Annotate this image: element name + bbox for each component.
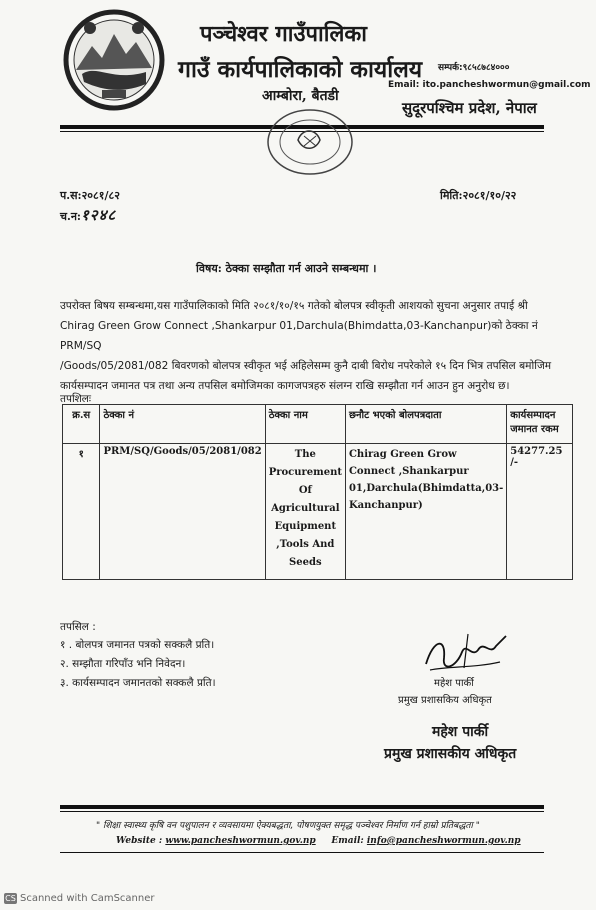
col-header-amount: कार्यसम्पादन जमानत रकम <box>507 405 573 444</box>
footer-email-label: Email: <box>331 836 364 846</box>
bidder-line: Connect ,Shankarpur <box>348 466 469 477</box>
office-address: आम्बोरा, बैतडी <box>262 88 339 104</box>
dispatch-value: १२४८ <box>80 206 117 224</box>
cell-contract-name <box>265 444 345 580</box>
enclosure-item: १ . बोलपत्र जमानत पत्रको सक्कलै प्रति। <box>60 639 215 651</box>
col-header-contract-no: ठेक्का नं <box>100 405 265 444</box>
scanner-watermark <box>4 893 155 904</box>
bidder-line: Chirag Green Grow <box>348 449 457 460</box>
bidder-line: Kanchanpur) <box>348 500 423 511</box>
signatory-name-stamp: महेश पार्की <box>434 678 474 689</box>
footer-contact <box>116 836 521 846</box>
reference-number: प.स:२०८१/८२ <box>60 189 120 202</box>
table-row <box>63 444 573 580</box>
office-seal-stamp <box>264 106 356 178</box>
footer-rule-thin <box>60 811 544 812</box>
bidder-line: 01,Darchula(Bhimdatta,03- <box>348 483 504 494</box>
contact-phone: सम्पर्क:९८५८७८४००० <box>438 63 510 73</box>
body-line: Chirag Green Grow Connect ,Shankarpur 01,Darchula(Bhimdatta,03-Kanchanpur)को ठेक्का नं PRM/SQ <box>60 320 538 352</box>
nepal-emblem-logo <box>62 8 166 112</box>
contract-name-line: Equipment <box>274 521 337 532</box>
contract-name-line: Procurement <box>268 467 342 478</box>
office-title: गाउँ कार्यपालिकाको कार्यालय <box>178 56 423 83</box>
cell-bidder <box>345 444 506 580</box>
contract-name-line: Seeds <box>289 557 322 568</box>
col-header-contract-name: ठेक्का नाम <box>265 405 345 444</box>
enclosure-item: ३. कार्यसम्पादन जमानतको सक्कलै प्रति। <box>60 677 216 689</box>
contract-table <box>62 404 573 580</box>
body-line: उपरोक्त बिषय सम्बन्धमा,यस गाउँपालिकाको मिति २०८१/१०/१५ गतेको बोलपत्र स्वीकृती आशयको सुचना अनुसार तपाई श्री <box>60 300 528 312</box>
cell-contract-no: PRM/SQ/Goods/05/2081/082 <box>100 444 265 580</box>
col-header-bidder: छनौट भएको बोलपत्रदाता <box>345 405 506 444</box>
dispatch-number <box>60 205 116 225</box>
contract-name-line: The <box>294 449 316 460</box>
footer-email-link[interactable]: info@pancheshwormun.gov.np <box>366 836 521 846</box>
letter-subject: विषय: ठेक्का सम्झौता गर्न आउने सम्बन्धमा । <box>196 262 377 275</box>
footer-rule-thick <box>60 805 544 809</box>
col-header-sn: क्र.स <box>63 405 100 444</box>
signatory-name: महेश पार्की <box>432 724 489 740</box>
footer-motto: " शिक्षा स्वास्थ्य कृषि वन पशुपालन र व्यवसायमा ऐक्यबद्धता, पोषणयुक्त समृद्ध पञ्चेश्वर निर्माण गर्न हाम्रो प्रतिबद्धता " <box>96 821 480 831</box>
contract-name-line: Agricultural <box>271 503 340 514</box>
signatory-title: प्रमुख प्रशासकीय अधिकृत <box>384 746 517 762</box>
signatory-title-stamp: प्रमुख प्रशासकिय अधिकृत <box>398 695 492 706</box>
letter-body <box>60 296 556 396</box>
camscanner-icon: CS <box>5 894 16 903</box>
province-name: सुदूरपश्चिम प्रदेश, नेपाल <box>402 99 537 117</box>
details-label: तपशिलः <box>60 393 92 405</box>
contract-name-line: Of <box>298 485 312 496</box>
dispatch-label: च.न: <box>60 210 81 223</box>
handwritten-signature <box>420 628 510 680</box>
website-label: Website : <box>116 836 163 846</box>
contract-name-line: ,Tools And <box>276 539 335 550</box>
website-link[interactable]: www.pancheshwormun.gov.np <box>165 836 316 846</box>
enclosure-item: २. सम्झौता गरिपाँउ भनि निवेदन। <box>60 658 186 670</box>
enclosures-title: तपसिल : <box>60 621 96 633</box>
cell-amount: 54277.25 /- <box>507 444 573 580</box>
scanner-text: Scanned with CamScanner <box>20 893 155 904</box>
body-line: कार्यसम्पादन जमानत पत्र तथा अन्य तपसिल बमोजिमका कागजपत्रहरु संलग्न राखि सम्झौता गर्न आउन हुन अनुरोध छ। <box>60 380 510 392</box>
office-name: पञ्चेश्वर गाउँपालिका <box>200 21 367 47</box>
contact-email: Email: ito.pancheshwormun@gmail.com <box>388 80 591 90</box>
cell-sn: १ <box>63 444 100 580</box>
letter-date: मिति:२०८१/१०/२२ <box>440 189 517 202</box>
body-line: /Goods/05/2081/082 बिवरणको बोलपत्र स्वीकृत भई अहिलेसम्म कुनै दाबी बिरोध नपरेकोले १५ दिन भित्र तपसिल बमोजिम <box>60 360 552 372</box>
footer-rule-bottom <box>60 852 544 853</box>
table-header-row <box>63 405 573 444</box>
